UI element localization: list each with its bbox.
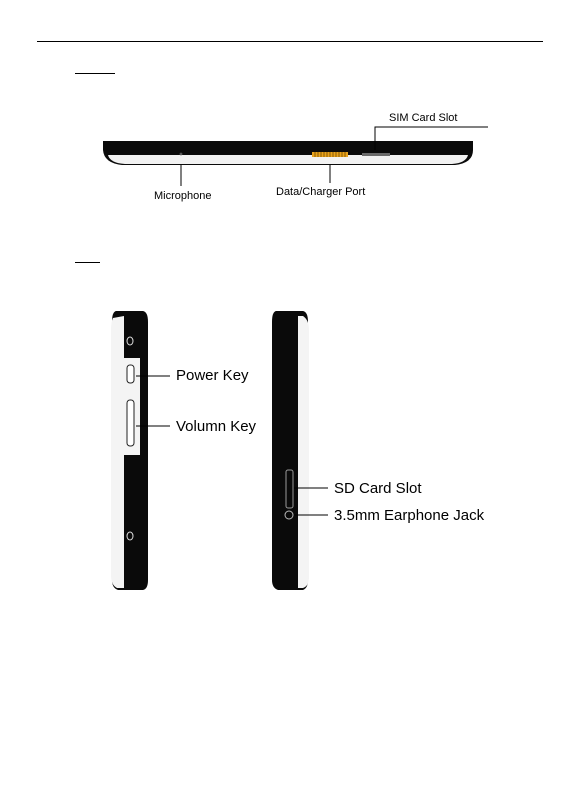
- sd-card-slot: [286, 470, 293, 508]
- sim-card-slot-label: SIM Card Slot: [389, 112, 458, 124]
- power-key-label: Power Key: [176, 367, 249, 384]
- volumn-key: [127, 400, 134, 446]
- microphone-hole: [180, 153, 183, 156]
- power-key: [127, 365, 134, 383]
- sd-card-slot-label: SD Card Slot: [334, 480, 422, 497]
- top-view-device: [103, 141, 473, 165]
- microphone-label: Microphone: [154, 190, 212, 202]
- right-side-device: [272, 311, 309, 590]
- earphone-jack-label: 3.5mm Earphone Jack: [334, 507, 485, 524]
- volumn-key-label: Volumn Key: [176, 418, 257, 435]
- sim-card-slot: [362, 153, 390, 156]
- earphone-jack: [285, 511, 293, 519]
- data-charger-port-label: Data/Charger Port: [276, 186, 366, 198]
- left-side-device: [111, 311, 148, 590]
